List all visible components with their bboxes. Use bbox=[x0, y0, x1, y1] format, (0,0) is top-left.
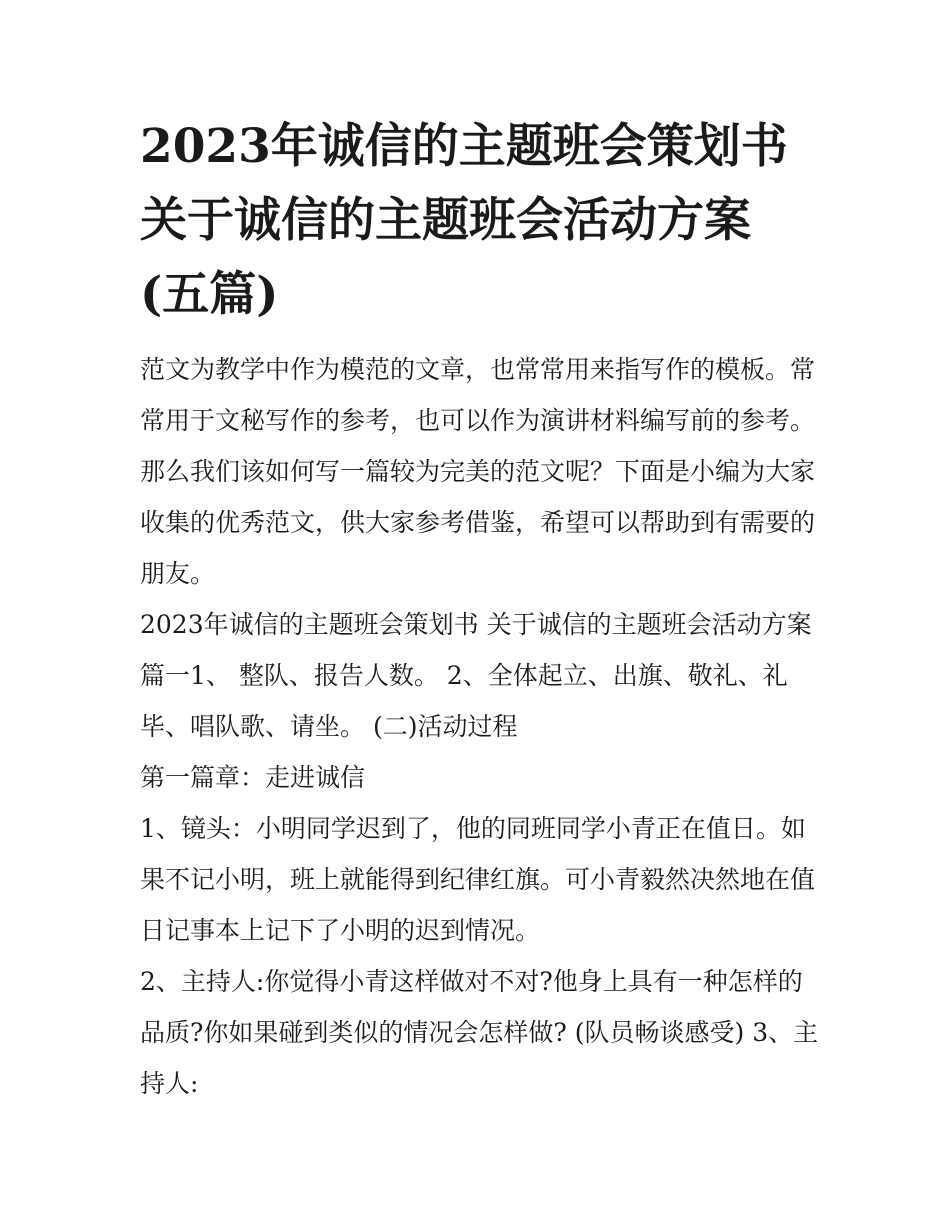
item-1-line-1: 1、镜头：小明同学迟到了，他的同班同学小青正在值日。如 bbox=[140, 814, 806, 843]
title-line-3: (五篇) bbox=[140, 267, 279, 322]
item-2-line-1: 2、主持人:你觉得小青这样做对不对?他身上具有一种怎样的 bbox=[140, 967, 803, 996]
title-line-1: 2023年诚信的主题班会策划书 bbox=[140, 119, 788, 174]
title-line-2: 关于诚信的主题班会活动方案 bbox=[140, 193, 751, 248]
intro-line-2: 常用于文秘写作的参考，也可以作为演讲材料编写前的参考。 bbox=[140, 406, 816, 435]
item-1-line-2: 果不记小明，班上就能得到纪律红旗。可小青毅然决然地在值 bbox=[140, 865, 816, 894]
section-line-1: 2023年诚信的主题班会策划书 关于诚信的主题班会活动方案 bbox=[140, 610, 812, 639]
item-1-line-3: 日记事本上记下了小明的迟到情况。 bbox=[140, 916, 541, 945]
item-2-line-2: 品质?你如果碰到类似的情况会怎样做? (队员畅谈感受) 3、主 bbox=[140, 1018, 819, 1047]
chapter-line: 第一篇章：走进诚信 bbox=[140, 763, 366, 792]
document-page bbox=[140, 110, 820, 1109]
chapter-heading bbox=[140, 752, 820, 803]
item-2-line-3: 持人: bbox=[140, 1069, 199, 1098]
section-paragraph bbox=[140, 599, 820, 752]
intro-line-5: 朋友。 bbox=[140, 559, 216, 588]
intro-line-4: 收集的优秀范文，供大家参考借鉴，希望可以帮助到有需要的 bbox=[140, 508, 816, 537]
section-line-2: 篇一1、 整队、报告人数。 2、全体起立、出旗、敬礼、礼 bbox=[140, 661, 788, 690]
intro-paragraph bbox=[140, 344, 820, 599]
item-1-paragraph bbox=[140, 803, 820, 956]
document-title bbox=[140, 110, 820, 332]
item-2-paragraph bbox=[140, 956, 820, 1109]
intro-line-3: 那么我们该如何写一篇较为完美的范文呢？下面是小编为大家 bbox=[140, 457, 816, 486]
section-line-3: 毕、唱队歌、请坐。 (二)活动过程 bbox=[140, 712, 518, 741]
intro-line-1: 范文为教学中作为模范的文章，也常常用来指写作的模板。常 bbox=[140, 355, 816, 384]
